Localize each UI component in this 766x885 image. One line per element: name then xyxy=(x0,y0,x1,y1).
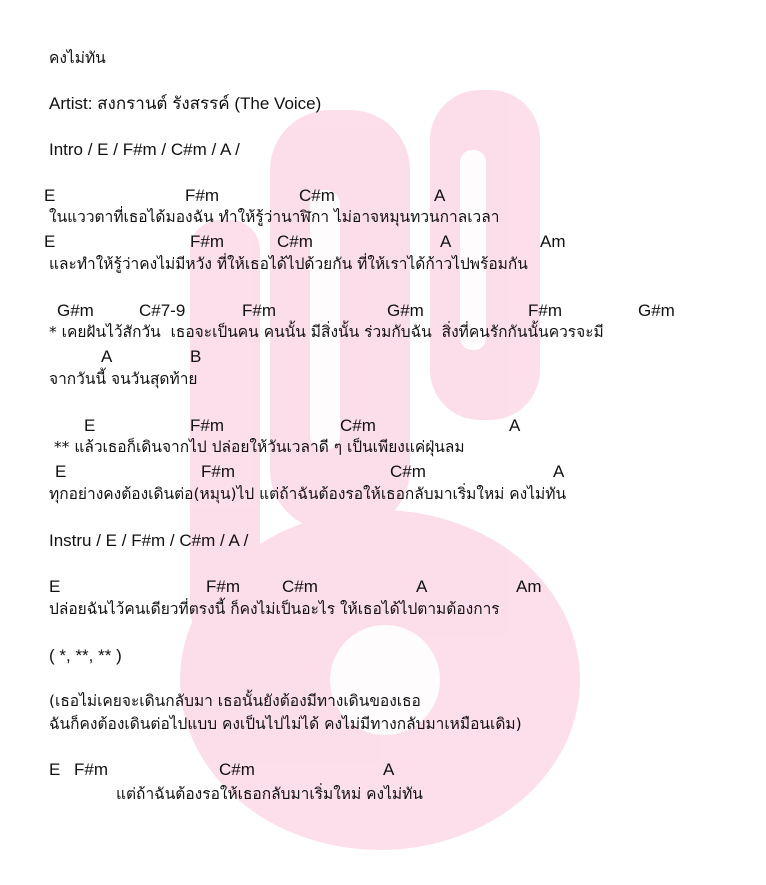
chord: C#7-9 xyxy=(139,301,186,320)
chord: A xyxy=(383,760,395,779)
lyric-line: ปล่อยฉันไว้คนเดียวที่ตรงนี้ ก็คงไม่เป็นอะไร ให้เธอได้ไปตามต้องการ xyxy=(49,600,500,618)
lyric-line: และทำให้รู้ว่าคงไม่มีหวัง ที่ให้เธอได้ไปด้วยกัน ที่ให้เราได้ก้าวไปพร้อมกัน xyxy=(49,255,528,273)
chord: G#m xyxy=(57,301,94,320)
chord: E xyxy=(49,577,61,596)
lyric-line: แต่ถ้าฉันต้องรอให้เธอกลับมาเริ่มใหม่ คงไม่ทัน xyxy=(116,785,423,803)
chord: G#m xyxy=(387,301,424,320)
chord: F#m xyxy=(242,301,276,320)
repeat-marker: ( *, **, ** ) xyxy=(49,646,122,665)
lyric-line: ** แล้วเธอก็เดินจากไป ปล่อยให้วันเวลาดี ๆ เป็นเพียงแค่ฝุ่นลม xyxy=(49,438,465,456)
chord: F#m xyxy=(201,462,235,481)
chord: B xyxy=(190,347,202,366)
chord: C#m xyxy=(299,186,335,205)
chord: A xyxy=(553,462,565,481)
chord: C#m xyxy=(340,416,376,435)
chord: E xyxy=(44,232,56,251)
lyric-line: ฉันก็คงต้องเดินต่อไปแบบ คงเป็นไปไม่ได้ คงไม่มีทางกลับมาเหมือนเดิม) xyxy=(49,715,522,733)
chord: A xyxy=(440,232,452,251)
lyric-line: จากวันนี้ จนวันสุดท้าย xyxy=(49,370,198,388)
artist-line: Artist: สงกรานต์ รังสรรค์ (The Voice) xyxy=(49,94,322,113)
chord: Am xyxy=(516,577,542,596)
chord: C#m xyxy=(282,577,318,596)
chord: A xyxy=(101,347,113,366)
chord: E xyxy=(55,462,67,481)
chord: A xyxy=(434,186,446,205)
lyric-line: (เธอไม่เคยจะเดินกลับมา เธอนั้นยังต้องมีทางเดินของเธอ xyxy=(49,692,421,710)
lyric-line: ในแววตาที่เธอได้มองฉัน ทำให้รู้ว่านาฬิกา ไม่อาจหมุนทวนกาลเวลา xyxy=(49,208,500,226)
chord: A xyxy=(509,416,521,435)
chord: Am xyxy=(540,232,566,251)
chord: C#m xyxy=(219,760,255,779)
chord: E xyxy=(84,416,96,435)
chord: A xyxy=(416,577,428,596)
chord: F#m xyxy=(185,186,219,205)
lyric-line: ทุกอย่างคงต้องเดินต่อ(หมุน)ไป แต่ถ้าฉันต้องรอให้เธอกลับมาเริ่มใหม่ คงไม่ทัน xyxy=(49,485,567,503)
instru-line: Instru / E / F#m / C#m / A / xyxy=(49,531,249,550)
chord: E xyxy=(49,760,61,779)
chord: F#m xyxy=(528,301,562,320)
chord: C#m xyxy=(390,462,426,481)
chord: E xyxy=(44,186,56,205)
song-title: คงไม่ทัน xyxy=(49,49,106,67)
chord: G#m xyxy=(638,301,675,320)
chord: F#m xyxy=(206,577,240,596)
chord: F#m xyxy=(190,416,224,435)
intro-line: Intro / E / F#m / C#m / A / xyxy=(49,140,240,159)
chord: F#m xyxy=(190,232,224,251)
chord: C#m xyxy=(277,232,313,251)
lyric-line: * เคยฝันไว้สักวัน เธอจะเป็นคน คนนั้น มีสิ่งนั้น ร่วมกับฉัน สิ่งที่คนรักกันนั้นควรจะมี xyxy=(49,323,604,341)
chord: F#m xyxy=(74,760,108,779)
